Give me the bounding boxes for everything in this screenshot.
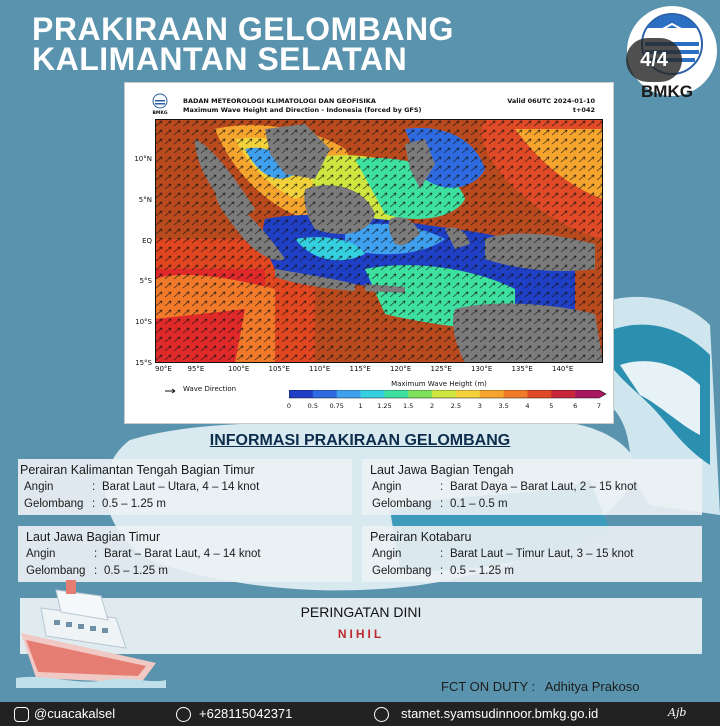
bmkg-small-logo-text: BMKG <box>152 111 168 115</box>
region-panel <box>18 459 352 515</box>
map-agency-name: BADAN METEOROLOGI KLIMATOLOGI DAN GEOFISIKA <box>183 97 376 105</box>
longitude-label: 135°E <box>511 365 533 373</box>
colon: : <box>94 548 98 560</box>
wave-direction-legend-label: Wave Direction <box>183 385 237 393</box>
colorbar-tick-label: 6 <box>573 402 578 410</box>
region-name: Perairan Kalimantan Tengah Bagian Timur <box>20 463 255 477</box>
colon: : <box>92 498 96 510</box>
wind-label: Angin <box>372 481 402 493</box>
colorbar-segment <box>289 390 313 398</box>
region-name: Perairan Kotabaru <box>370 530 472 544</box>
map-subtitle: Maximum Wave Height and Direction - Indonesia (forced by GFS) <box>183 106 422 114</box>
wind-value: Barat Daya – Barat Laut, 2 – 15 knot <box>450 481 637 493</box>
instagram-icon <box>14 707 29 722</box>
footer-signature: Ajb <box>668 706 687 719</box>
wind-value: Barat Laut – Utara, 4 – 14 knot <box>102 481 260 493</box>
latitude-label: EQ <box>142 236 152 245</box>
info-heading: INFORMASI PRAKIRAAN GELOMBANG <box>209 432 511 449</box>
region-panel <box>362 459 702 515</box>
colorbar-tick-label: 3 <box>477 402 482 410</box>
colorbar-tick-label: 0.5 <box>307 402 319 410</box>
colorbar-segment <box>551 390 575 398</box>
longitude-label: 115°E <box>349 365 371 373</box>
wind-label: Angin <box>372 548 402 560</box>
wave-forecast-map-card <box>124 82 614 424</box>
longitude-label: 130°E <box>471 365 493 373</box>
colorbar-segment <box>384 390 408 398</box>
map-valid-time: Valid 06UTC 2024-01-10 <box>507 97 595 105</box>
longitude-label: 110°E <box>309 365 331 373</box>
longitude-label: 140°E <box>552 365 574 373</box>
longitude-label: 120°E <box>390 365 412 373</box>
wind-value: Barat Laut – Timur Laut, 3 – 15 knot <box>450 548 634 560</box>
colorbar-segment <box>527 390 551 398</box>
colorbar-tick-label: 5 <box>549 402 554 410</box>
footer-website-link[interactable]: stamet.syamsudinnoor.bmkg.go.id <box>401 706 599 721</box>
whatsapp-icon <box>176 707 191 722</box>
wave-label: Gelombang <box>24 498 84 510</box>
wave-direction-arrow-icon <box>165 388 177 394</box>
wave-height-map <box>155 119 603 363</box>
colorbar-tick-label: 0 <box>286 402 292 410</box>
wave-value: 0.5 – 1.25 m <box>450 565 514 577</box>
forecaster-on-duty <box>441 679 639 694</box>
wind-value: Barat – Barat Laut, 4 – 14 knot <box>104 548 261 560</box>
colorbar-segment <box>456 390 480 398</box>
map-header <box>151 89 597 119</box>
colorbar-tick-label: 1.25 <box>377 402 392 410</box>
colorbar-segment <box>361 390 385 398</box>
region-panel <box>362 526 702 582</box>
footer-instagram-link[interactable]: @cuacakalsel <box>34 706 116 721</box>
wave-label: Gelombang <box>372 565 432 577</box>
colorbar-segment <box>313 390 337 398</box>
region-name: Laut Jawa Bagian Timur <box>26 530 161 544</box>
map-legend-row <box>155 381 603 415</box>
forecaster-label: FCT ON DUTY : <box>441 679 536 694</box>
bmkg-small-logo-icon <box>151 93 169 115</box>
colorbar-segment <box>504 390 528 398</box>
colon: : <box>92 481 96 493</box>
colorbar-segment <box>575 390 599 398</box>
longitude-label: 125°E <box>430 365 452 373</box>
ship-illustration <box>16 578 166 688</box>
region-panel <box>18 526 352 582</box>
colorbar-ticks <box>286 402 602 412</box>
colorbar-tick-label: 1.5 <box>403 402 414 410</box>
region-name: Laut Jawa Bagian Tengah <box>370 463 514 477</box>
colon: : <box>94 565 98 577</box>
colorbar-tick-label: 0.75 <box>329 402 344 410</box>
colorbar-segment <box>408 390 432 398</box>
longitude-label: 90°E <box>155 365 172 373</box>
colorbar-tick-label: 7 <box>596 402 602 410</box>
colorbar-segment <box>337 390 361 398</box>
colorbar-tick-label: 1 <box>358 402 363 410</box>
colorbar-tick-label: 3.5 <box>498 402 509 410</box>
page-counter-badge: 4/4 <box>626 38 682 82</box>
longitude-label: 95°E <box>187 365 205 373</box>
colorbar-tick-label: 2 <box>429 402 435 410</box>
colon: : <box>440 565 444 577</box>
page-title-line-1: PRAKIRAAN GELOMBANG <box>32 11 454 47</box>
wave-label: Gelombang <box>26 565 86 577</box>
wave-value: 0.5 – 1.25 m <box>104 565 168 577</box>
latitude-label: 10°N <box>134 155 152 163</box>
colorbar-title: Maximum Wave Height (m) <box>391 380 487 388</box>
page-title <box>32 11 454 77</box>
bmkg-logo-text: BMKG <box>641 82 693 101</box>
wind-label: Angin <box>24 481 54 493</box>
latitude-label: 15°S <box>135 359 152 367</box>
colon: : <box>440 498 444 510</box>
early-warning-value: NIHIL <box>337 627 385 641</box>
colon: : <box>440 548 444 560</box>
wind-label: Angin <box>26 548 56 560</box>
footer-bar <box>0 702 720 726</box>
colorbar-tick-label: 2.5 <box>450 402 462 410</box>
globe-icon <box>374 707 389 722</box>
footer-whatsapp-link[interactable]: +628115042371 <box>199 706 293 721</box>
latitude-label: 10°S <box>135 318 152 327</box>
wave-height-colorbar <box>289 390 607 400</box>
longitude-label: 105°E <box>268 365 290 373</box>
latitude-label: 5°S <box>139 277 152 286</box>
longitude-label: 100°E <box>228 365 250 373</box>
colorbar-extend-arrow <box>599 390 606 398</box>
map-forecast-step: t+042 <box>572 106 595 114</box>
wave-label: Gelombang <box>372 498 432 510</box>
wave-value: 0.1 – 0.5 m <box>450 498 508 510</box>
latitude-label: 5°N <box>138 195 152 204</box>
colon: : <box>440 481 444 493</box>
colorbar-segment <box>480 390 504 398</box>
wave-value: 0.5 – 1.25 m <box>102 498 166 510</box>
early-warning-title: PERINGATAN DINI <box>300 604 422 620</box>
forecaster-name: Adhitya Prakoso <box>544 679 640 694</box>
colorbar-segment <box>432 390 456 398</box>
page-title-line-2: KALIMANTAN SELATAN <box>32 41 408 77</box>
colorbar-tick-label: 4 <box>525 402 530 410</box>
